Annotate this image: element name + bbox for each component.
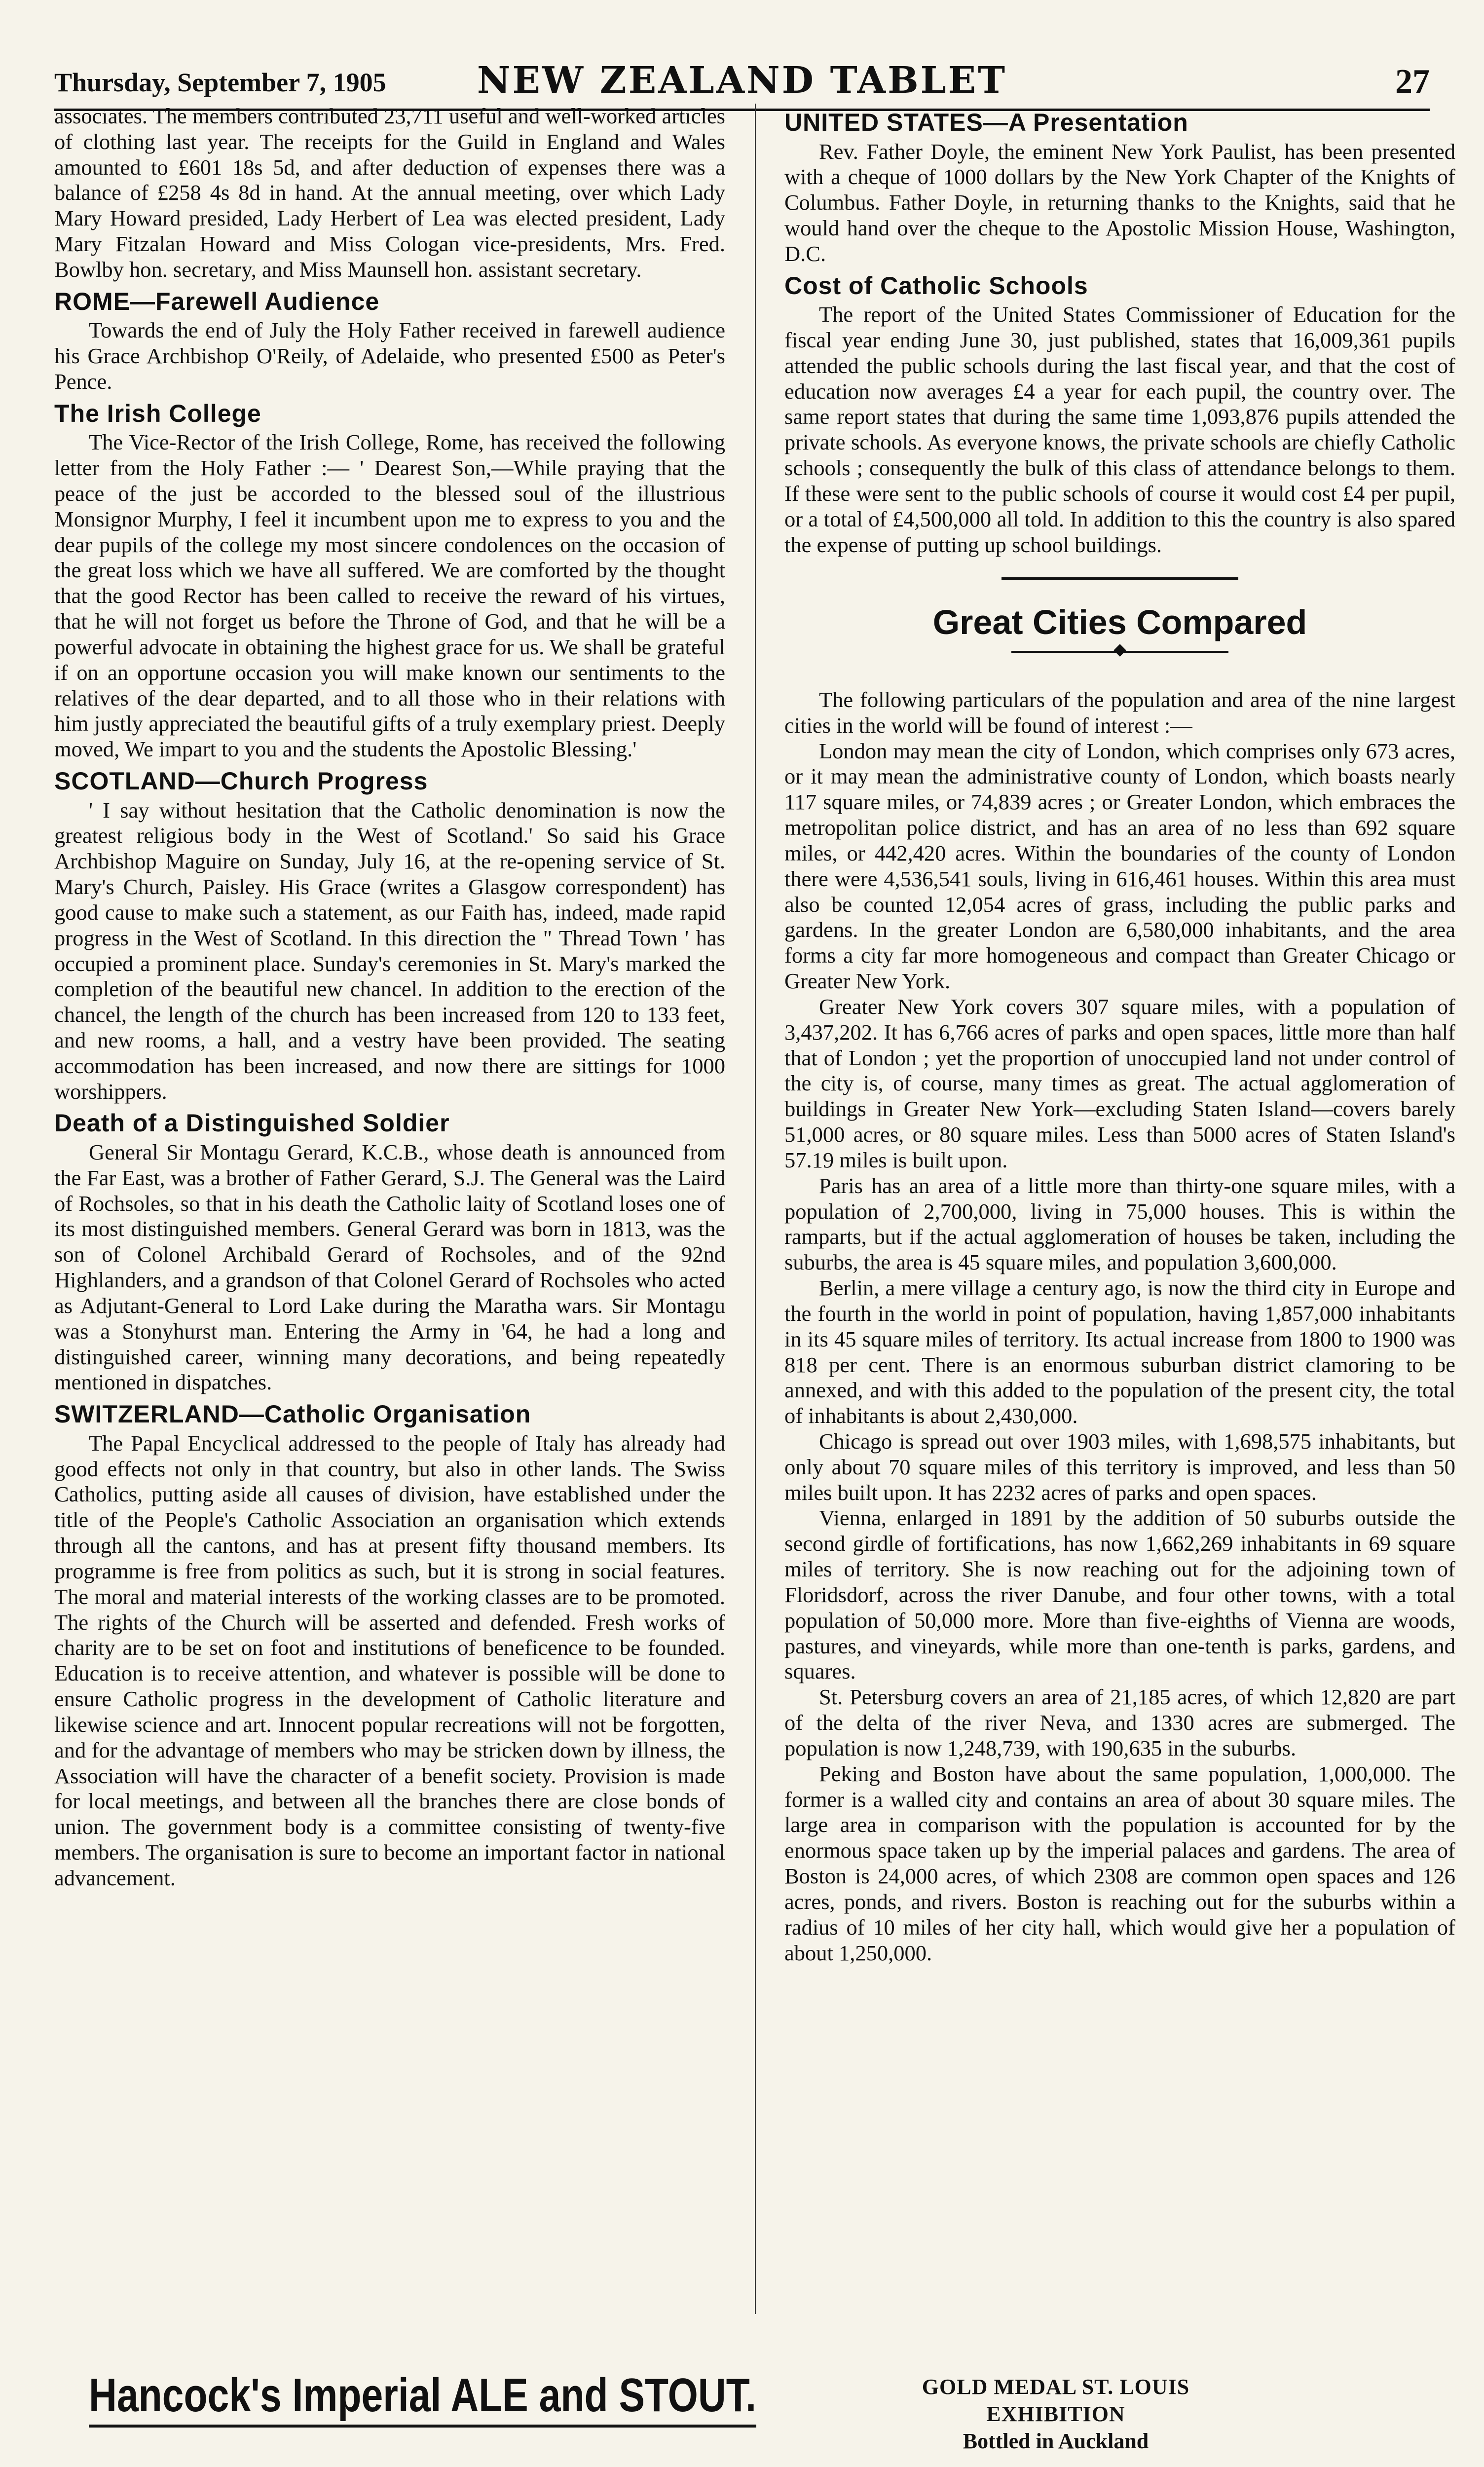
catholic-schools-heading: Cost of Catholic Schools	[784, 271, 1088, 299]
scotland-paragraph: ' I say without hesitation that the Catholic denomination is now the greatest religious body in the West of Scotland.' So said his Grace Archbishop Maguire on Sunday, July 16, at the re-opening service of St. Mary's Church, Paisley. His Grace (writes a Glasgow correspondent) has good cause to make such a statement, as our Faith has, indeed, made rapid progress in the West of Scotland. In this direction the " Thread Town ' has occupied a prominent place. Sunday's ceremonies in St. Mary's marked the completion of the beautiful new chancel. In addition to the erection of the chancel, the length of the church has been increased from 120 to 133 feet, and new rooms, a hall, and a vestry have been provided. The seating accommodation has been increased, and now there are sittings for 1000 worshippers.	[54, 797, 725, 1104]
catholic-schools-paragraph: The report of the United States Commissioner of Education for the fiscal year ending June 30, just published, states that 16,009,361 pupils attended the public schools during the last fiscal year, and that the cost of education now averages £4 a year for each pupil, the country over. The same report states that during the same time 1,093,876 pupils attended the private schools. As everyone knows, the private schools are chiefly Catholic schools ; consequently the bulk of this class of attendance belongs to them. If these were sent to the public schools of course it would cost £4 per pupil, or a total of £4,500,000 all told. In addition to this the country is also spared the expense of putting up school buildings.	[784, 302, 1455, 557]
soldier-heading: Death of a Distinguished Soldier	[54, 1109, 450, 1137]
london-paragraph: London may mean the city of London, which comprises only 673 acres, or it may mean the administrative county of London, which boasts nearly 117 square miles, or 74,839 acres ; or Greater London, which embraces the metropolitan police district, and has an area of no less than 692 square miles, or 442,420 acres. Within the boundaries of the county of London there were 4,536,541 souls, living in 616,461 houses. Within this area must also be counted 12,054 acres of grass, including the public parks and gardens. In the greater London are 6,580,000 inhabitants, and the area forms a city far more homogeneous and compact than Greater Chicago or Greater New York.	[784, 738, 1455, 994]
advert-side-text	[853, 2373, 1258, 2455]
irish-college-paragraph: The Vice-Rector of the Irish College, Rome, has received the following letter from the Holy Father :— ' Dearest Son,—While praying that the peace of the just be accorded to the blessed soul of the illustrious Monsignor Murphy, I feel it incumbent upon me to express to you and the dear pupils of the college my most sincere condolences on the occasion of the great loss which we have all suffered. We are comforted by the thought that the good Rector has been called to receive the reward of his virtues, that he will not forget us before the Throne of God, and that he will be a powerful advocate in obtaining the highest grace for us. We shall be grateful if on an opportune occasion you will make known our sentiments to the relatives of the dear departed, and to all those who in their relations with him justly appreciated the beautiful gifts of a truly exemplary priest. Deeply moved, We impart to you and the students the Apostolic Blessing.'	[54, 430, 725, 762]
soldier-paragraph: General Sir Montagu Gerard, K.C.B., whose death is announced from the Far East, was a brother of Father Gerard, S.J. The General was the Laird of Rochsoles, so that in his death the Catholic laity of Scotland loses one of its most distinguished members. General Gerard was born in 1813, was the son of Colonel Archibald Gerard of Rochsoles, and of the 92nd Highlanders, and a grandson of that Colonel Gerard of Rochsoles who acted as Adjutant-General to Lord Lake during the Maratha wars. Sir Montagu was a Stonyhurst man. Entering the Army in '64, he had a long and distinguished career, winning many decorations, and being repeatedly mentioned in dispatches.	[54, 1139, 725, 1395]
guild-paragraph: associates. The members contributed 23,711 useful and well-worked articles of clothing last year. The receipts for the Guild in England and Wales amounted to £601 18s 5d, and after deduction of expenses there was a balance of £258 4s 8d in hand. At the annual meeting, over which Lady Mary Howard presided, Lady Herbert of Lea was elected president, Lady Mary Fitzalan Howard and Miss Cologan vice-presidents, Mrs. Fred. Bowlby hon. secretary, and Miss Maunsell hon. assistant secretary.	[54, 104, 725, 282]
irish-college-heading: The Irish College	[54, 399, 261, 427]
page-header	[54, 54, 1430, 111]
new-york-paragraph: Greater New York covers 307 square miles, with a population of 3,437,202. It has 6,766 acres of parks and open spaces, little more than half that of London ; yet the proportion of unoccupied land not under control of the city is, of course, many times as great. The actual agglomeration of buildings in Greater New York—excluding Staten Island—covers barely 51,000 acres, or 80 square miles. Less than 5000 acres of Staten Island's 57.19 miles is built upon.	[784, 994, 1455, 1172]
chicago-paragraph: Chicago is spread out over 1903 miles, with 1,698,575 inhabitants, but only about 70 square miles of this territory is improved, and less than 50 miles built upon. It has 2232 acres of parks and open spaces.	[784, 1428, 1455, 1505]
page-number: 27	[1395, 63, 1430, 101]
paris-paragraph: Paris has an area of a little more than thirty-one square miles, with a population of 2,700,000, living in 75,000 houses. This is within the ramparts, but if the actual agglomeration of houses be taken, including the suburbs, the area is 45 square miles, and population 3,600,000.	[784, 1173, 1455, 1275]
ornamental-rule	[1011, 651, 1228, 653]
hancocks-ale-advert: Hancock's Imperial ALE and STOUT.	[89, 2368, 756, 2428]
switzerland-paragraph: The Papal Encyclical addressed to the people of Italy has already had good effects not only in that country, but also in other lands. The Swiss Catholics, putting aside all causes of division, have established under the title of the People's Catholic Association an organisation which extends through all the cantons, and has at present fifty thousand members. Its programme is free from politics as such, but it is strong in social features. The moral and material interests of the working classes are to be promoted. The rights of the Church will be asserted and defended. Fresh works of charity are to be set on foot and institutions of beneficence to be founded. Education is to receive attention, and whatever is possible will be done to ensure Catholic progress in the development of Catholic literature and likewise science and art. Innocent popular recreations will not be forgotten, and for the advantage of members who may be stricken down by illness, the Association will have the character of a benefit society. Provision is made for local meetings, and between all the branches there are close bonds of union. The government body is a committee consisting of twenty-five members. The organisation is sure to become an important factor in national advancement.	[54, 1430, 725, 1890]
left-column	[54, 104, 725, 1891]
article-columns	[54, 104, 1455, 2324]
peking-boston-paragraph: Peking and Boston have about the same population, 1,000,000. The former is a walled city and contains an area of about 30 square miles. The large area in comparison with the population is accounted for by the enormous space taken up by the imperial palaces and gardens. The area of Boston is 24,000 acres, of which 2308 are common open spaces and 126 acres, ponds, and rivers. Boston is reaching out for the suburbs within a radius of 10 miles of her city hall, which would give her a population of about 1,250,000.	[784, 1761, 1455, 1965]
scotland-heading: SCOTLAND—Church Progress	[54, 767, 428, 795]
united-states-heading: UNITED STATES—A Presentation	[784, 109, 1188, 136]
great-cities-heading: Great Cities Compared	[932, 603, 1307, 642]
issue-date: Thursday, September 7, 1905	[54, 68, 386, 97]
column-divider	[755, 104, 756, 2314]
rome-paragraph: Towards the end of July the Holy Father received in farewell audience his Grace Archbishop O'Reily, of Adelaide, who presented £500 as Peter's Pence.	[54, 318, 725, 394]
advertisement-footer	[54, 2354, 1430, 2452]
rome-heading: ROME—Farewell Audience	[54, 287, 380, 315]
section-rule	[1002, 577, 1238, 580]
gold-medal-line: GOLD MEDAL ST. LOUIS EXHIBITION	[922, 2375, 1190, 2426]
switzerland-heading: SWITZERLAND—Catholic Organisation	[54, 1400, 531, 1428]
diamond-ornament-icon	[1113, 644, 1126, 656]
bottled-line: Bottled in Auckland	[963, 2429, 1149, 2453]
berlin-paragraph: Berlin, a mere village a century ago, is now the third city in Europe and the fourth in the world in point of population, having 1,857,000 inhabitants in its 45 square miles of territory. Its actual increase from 1800 to 1900 was 818 per cent. There is an enormous suburban district clamoring to be annexed, and with this added to the population of the present city, the total of inhabitants is about 2,430,000.	[784, 1275, 1455, 1428]
cities-intro-paragraph: The following particulars of the population and area of the nine largest cities in the world will be found of interest :—	[784, 687, 1455, 738]
masthead-title: NEW ZEALAND TABLET	[477, 59, 1007, 102]
united-states-paragraph: Rev. Father Doyle, the eminent New York Paulist, has been presented with a cheque of 1000 dollars by the New York Chapter of the Knights of Columbus. Father Doyle, in returning thanks to the Knights, said that he would hand over the cheque to the Apostolic Mission House, Washington, D.C.	[784, 139, 1455, 266]
st-petersburg-paragraph: St. Petersburg covers an area of 21,185 acres, of which 12,820 are part of the delta of the river Neva, and 1330 acres are submerged. The population is now 1,248,739, with 190,635 in the suburbs.	[784, 1684, 1455, 1760]
vienna-paragraph: Vienna, enlarged in 1891 by the addition of 50 suburbs outside the second girdle of fortifications, has now 1,662,269 inhabitants in 69 square miles of territory. She is now reaching out for the adjoining town of Floridsdorf, across the river Danube, and four other towns, with a total population of 50,000 more. More than five-eighths of Vienna are woods, pastures, and vineyards, while more than one-tenth is parks, gardens, and squares.	[784, 1505, 1455, 1684]
right-column	[784, 104, 1455, 1966]
